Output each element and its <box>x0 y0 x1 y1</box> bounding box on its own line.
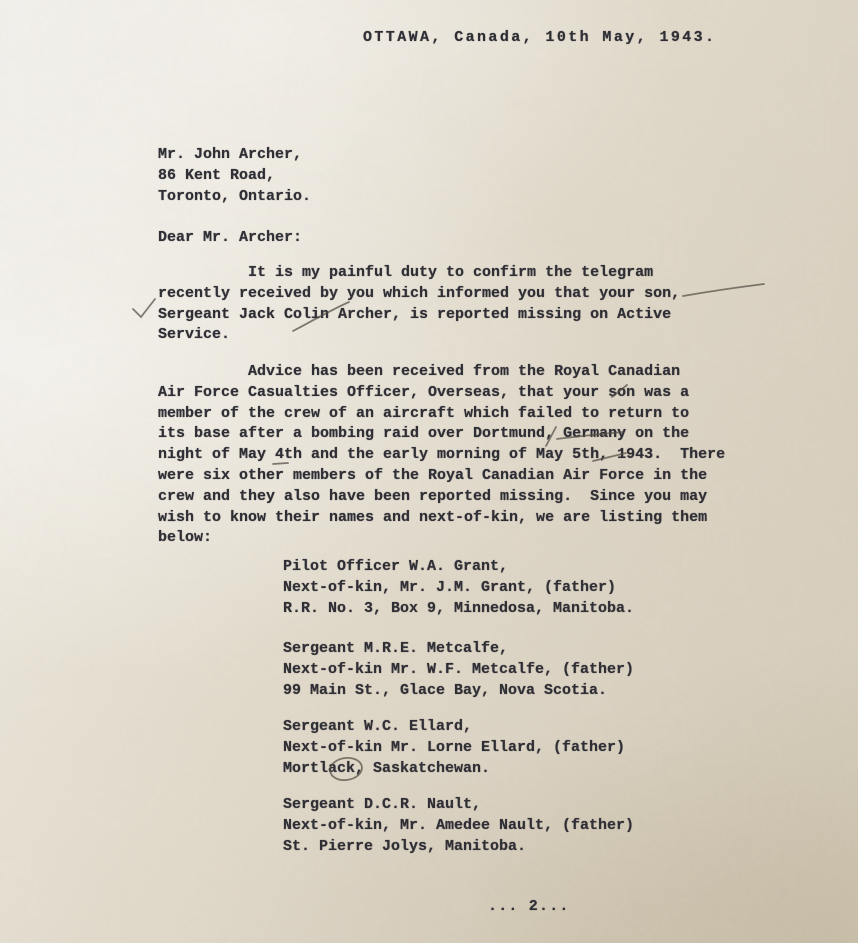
crew-line: Sergeant M.R.E. Metcalfe, <box>283 640 509 657</box>
crew-line: 99 Main St., Glace Bay, Nova Scotia. <box>283 681 608 699</box>
dateline <box>363 28 716 49</box>
crew-entry-nault <box>283 795 634 857</box>
crew-line: Sergeant D.C.R. Nault, <box>283 796 482 813</box>
body-line: crew and they also have been reported missing. Since you may <box>158 487 708 505</box>
body-line: were six other members of the Royal Canadian Air Force in the <box>158 466 708 484</box>
crew-line: Next-of-kin, Mr. J.M. Grant, (father) <box>283 578 617 596</box>
crew-entry-ellard <box>283 717 625 779</box>
crew-line: Next-of-kin Mr. W.F. Metcalfe, (father) <box>283 660 635 678</box>
crew-line: Next-of-kin, Mr. Amedee Nault, (father) <box>283 816 635 834</box>
paragraph-2 <box>158 362 725 549</box>
dateline-text: OTTAWA, Canada, 10th May, 1943. <box>363 29 717 46</box>
recipient-address <box>158 145 311 207</box>
salutation-text: Dear Mr. Archer: <box>158 229 303 246</box>
pencil-stroke-after-son-icon <box>683 284 764 296</box>
paragraph-1 <box>158 263 680 346</box>
body-line: member of the crew of an aircraft which failed to return to <box>158 404 690 422</box>
body-line: below: <box>158 529 213 547</box>
salutation <box>158 228 302 249</box>
crew-line: Next-of-kin Mr. Lorne Ellard, (father) <box>283 738 626 756</box>
recipient-line: Toronto, Ontario. <box>158 187 312 205</box>
recipient-line: 86 Kent Road, <box>158 166 276 184</box>
crew-line: Mortlack, Saskatchewan. <box>283 759 491 777</box>
body-line: Advice has been received from the Royal Canadian <box>158 363 681 380</box>
crew-line: R.R. No. 3, Box 9, Minnedosa, Manitoba. <box>283 599 635 617</box>
body-line: night of May 4th and the early morning of May 5th, 1943. There <box>158 446 726 464</box>
body-line: its base after a bombing raid over Dortmund, Germany on the <box>158 425 690 443</box>
crew-line: Pilot Officer W.A. Grant, <box>283 558 509 575</box>
crew-entry-metcalfe <box>283 639 634 701</box>
crew-entry-grant <box>283 557 634 619</box>
body-line: It is my painful duty to confirm the telegram <box>158 264 654 281</box>
page-number <box>488 897 570 918</box>
page-number-text: ... 2... <box>488 898 570 915</box>
recipient-line: Mr. John Archer, <box>158 146 303 163</box>
body-line: recently received by you which informed you that your son, <box>158 284 681 302</box>
crew-line: Sergeant W.C. Ellard, <box>283 718 473 735</box>
body-line: wish to know their names and next-of-kin, we are listing them <box>158 508 708 526</box>
body-line: Service. <box>158 326 231 344</box>
body-line: Air Force Casualties Officer, Overseas, that your son was a <box>158 383 690 401</box>
crew-line: St. Pierre Jolys, Manitoba. <box>283 837 527 855</box>
margin-checkmark-icon <box>133 299 155 317</box>
body-line: Sergeant Jack Colin Archer, is reported missing on Active <box>158 305 672 323</box>
